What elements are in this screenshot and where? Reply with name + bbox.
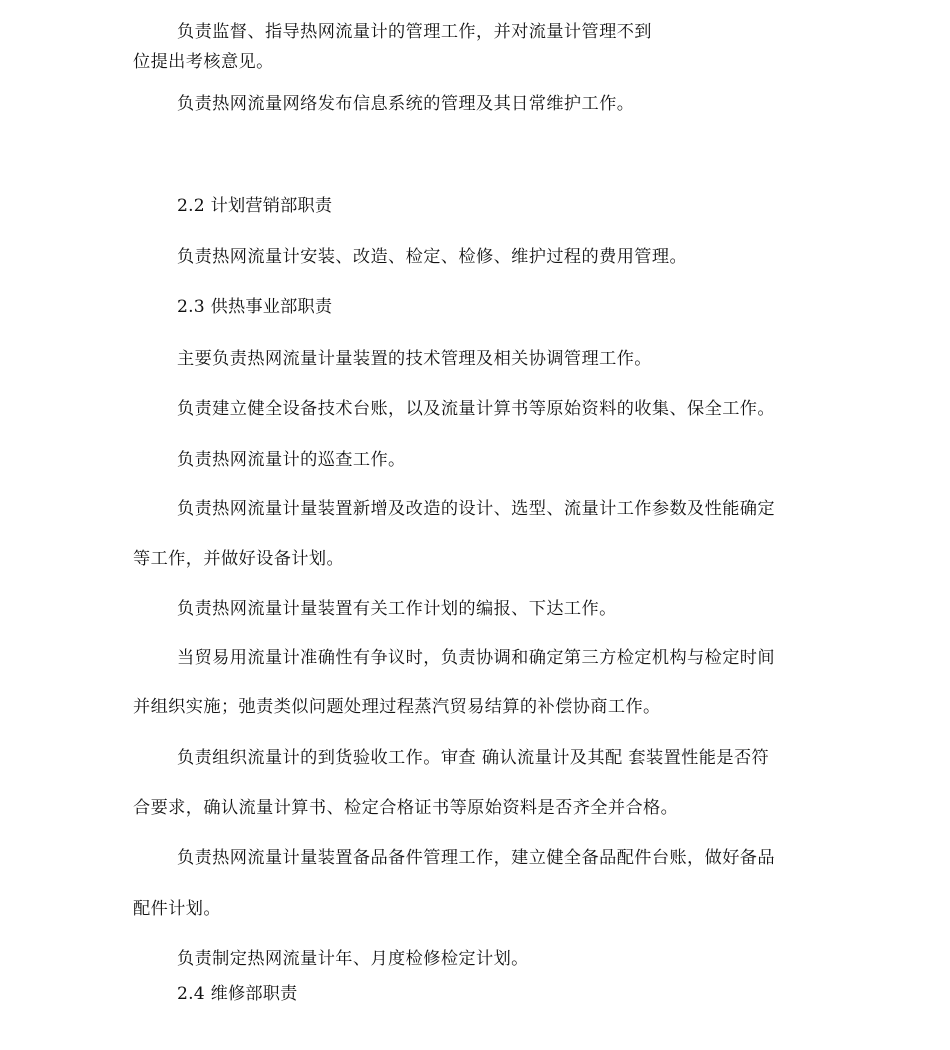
paragraph-line: 主要负责热网流量计量装置的技术管理及相关协调管理工作。 xyxy=(177,349,652,369)
paragraph-line: 负责热网流量计量装置新增及改造的设计、选型、流量计工作参数及性能确定 xyxy=(177,499,775,519)
section-heading: 2.2 计划营销部职责 xyxy=(177,196,333,216)
paragraph-line: 负责热网流量计量装置备品备件管理工作，建立健全备品配件台账，做好备品 xyxy=(177,848,775,868)
paragraph-line: 配件计划。 xyxy=(133,899,221,919)
paragraph-line: 等工作，并做好设备计划。 xyxy=(133,549,345,569)
paragraph-line: 负责组织流量计的到货验收工作。审查 确认流量计及其配 套装置性能是否符 xyxy=(177,748,770,768)
paragraph-line: 当贸易用流量计准确性有争议时，负责协调和确定第三方检定机构与检定时间 xyxy=(177,648,775,668)
paragraph-line: 位提出考核意见。 xyxy=(133,52,274,72)
paragraph-line: 负责热网流量计安装、改造、检定、检修、维护过程的费用管理。 xyxy=(177,247,688,267)
paragraph-line: 负责热网流量网络发布信息系统的管理及其日常维护工作。 xyxy=(177,94,635,114)
paragraph-line: 负责热网流量计量装置有关工作计划的编报、下达工作。 xyxy=(177,599,617,619)
section-heading: 2.3 供热事业部职责 xyxy=(177,297,333,317)
paragraph-line: 合要求，确认流量计算书、检定合格证书等原始资料是否齐全并合格。 xyxy=(133,798,679,818)
paragraph-line: 并组织实施；弛责类似问题处理过程蒸汽贸易结算的补偿协商工作。 xyxy=(133,697,661,717)
paragraph-line: 负责制定热网流量计年、月度检修检定计划。 xyxy=(177,949,529,969)
paragraph-line: 负责监督、指导热网流量计的管理工作，并对流量计管理不到 xyxy=(177,22,652,42)
paragraph-line: 负责建立健全设备技术台账，以及流量计算书等原始资料的收集、保全工作。 xyxy=(177,399,775,419)
paragraph-line: 负责热网流量计的巡查工作。 xyxy=(177,450,406,470)
section-heading: 2.4 维修部职责 xyxy=(177,984,298,1004)
